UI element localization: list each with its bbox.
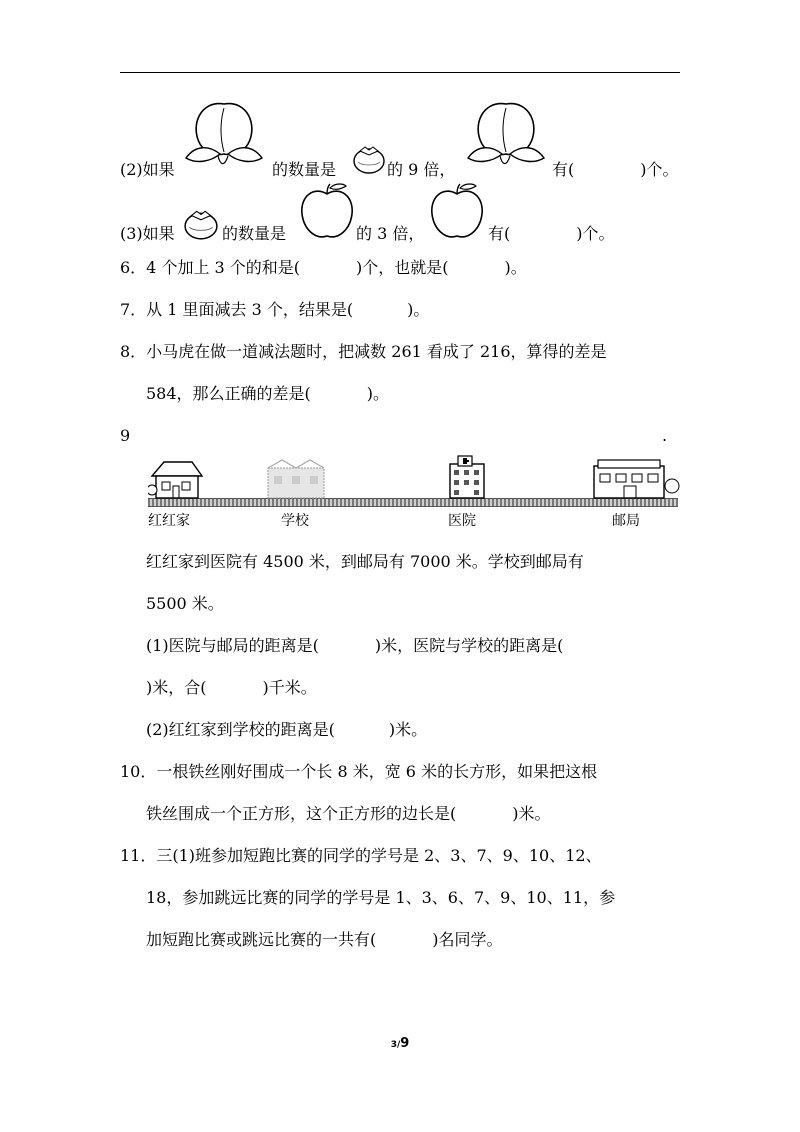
q11-text: )名同学。 (432, 930, 503, 949)
q10-text: 铁丝围成一个正方形，这个正方形的边长是( (146, 804, 457, 823)
apple-icon (296, 180, 358, 242)
persimmon-icon (352, 142, 386, 176)
question-11-line3 (146, 930, 503, 950)
q6-text: )个，也就是( (356, 258, 449, 277)
page-number (0, 1036, 800, 1051)
q5-3-prefix: (3)如果 (120, 224, 175, 243)
question-9-number: 9 (120, 426, 131, 445)
q5-3-mid1: 的数量是 (222, 224, 287, 243)
hospital-icon (444, 454, 490, 500)
question-10-line2 (146, 804, 551, 824)
question-8-line1: 8．小马虎在做一道减法题时，把减数 261 看成了 216，算得的差是 (120, 342, 607, 361)
question-11-line2: 18，参加跳远比赛的同学的学号是 1、3、6、7、9、10、11，参 (146, 888, 616, 907)
q7-text: 7．从 1 里面减去 3 个，结果是( (120, 300, 354, 319)
school-icon (262, 458, 330, 500)
peach-icon (462, 96, 550, 172)
post-office-icon (588, 456, 680, 500)
q7-text: )。 (407, 300, 430, 319)
question-9-line1: 红红家到医院有 4500 米，到邮局有 7000 米。学校到邮局有 (146, 552, 584, 571)
q9-text: )米。 (388, 720, 428, 739)
q5-3-mid3: 有( (488, 224, 511, 243)
q5-3-answer (488, 224, 615, 244)
question-7 (120, 300, 429, 320)
q5-3-mid2: 的 3 倍， (356, 224, 425, 243)
page-current: 3/ (390, 1040, 401, 1050)
question-6 (120, 258, 527, 278)
q5-2-mid2: 的 9 倍， (387, 160, 456, 179)
q9-text: )千米。 (262, 678, 317, 697)
q9-text: (1)医院与邮局的距离是( (146, 636, 319, 655)
peach-icon (180, 96, 268, 172)
apple-icon (426, 180, 488, 242)
question-10-line1: 10．一根铁丝刚好围成一个长 8 米，宽 6 米的长方形，如果把这根 (120, 762, 598, 781)
header-rule (120, 72, 680, 73)
q5-2-suffix: )个。 (640, 160, 679, 179)
q5-2-mid3: 有( (552, 160, 575, 179)
q5-3-suffix: )个。 (576, 224, 615, 243)
question-9-sub1-cont (146, 678, 317, 698)
q6-text: )。 (504, 258, 527, 277)
q9-text: )米，医院与学校的距离是( (374, 636, 564, 655)
q9-text: )米，合( (146, 678, 207, 697)
q8-text: 584，那么正确的差是( (146, 384, 311, 403)
question-9-sub2 (146, 720, 427, 740)
q9-text: (2)红红家到学校的距离是( (146, 720, 335, 739)
place-label: 邮局 (612, 513, 640, 529)
q6-text: 6．4 个加上 3 个的和是( (120, 258, 301, 277)
place-label: 医院 (448, 513, 476, 529)
q11-text: 加短跑比赛或跳远比赛的一共有( (146, 930, 377, 949)
question-9-sub1 (146, 636, 563, 656)
page-total: 9 (400, 1036, 410, 1051)
place-label: 学校 (281, 513, 309, 529)
q5-2-mid1: 的数量是 (272, 160, 337, 179)
q8-text: )。 (366, 384, 390, 403)
q5-2-answer (552, 160, 679, 180)
house-icon (148, 458, 206, 500)
question-9-dot: . (662, 426, 668, 445)
question-11-line1: 11．三(1)班参加短跑比赛的同学的学号是 2、3、7、9、10、12、 (120, 846, 602, 865)
q5-2-prefix: (2)如果 (120, 160, 175, 179)
persimmon-icon (181, 206, 221, 242)
question-8-line2 (146, 384, 389, 404)
question-9-line2: 5500 米。 (146, 594, 224, 613)
q10-text: )米。 (512, 804, 551, 823)
place-label: 红红家 (148, 513, 190, 529)
